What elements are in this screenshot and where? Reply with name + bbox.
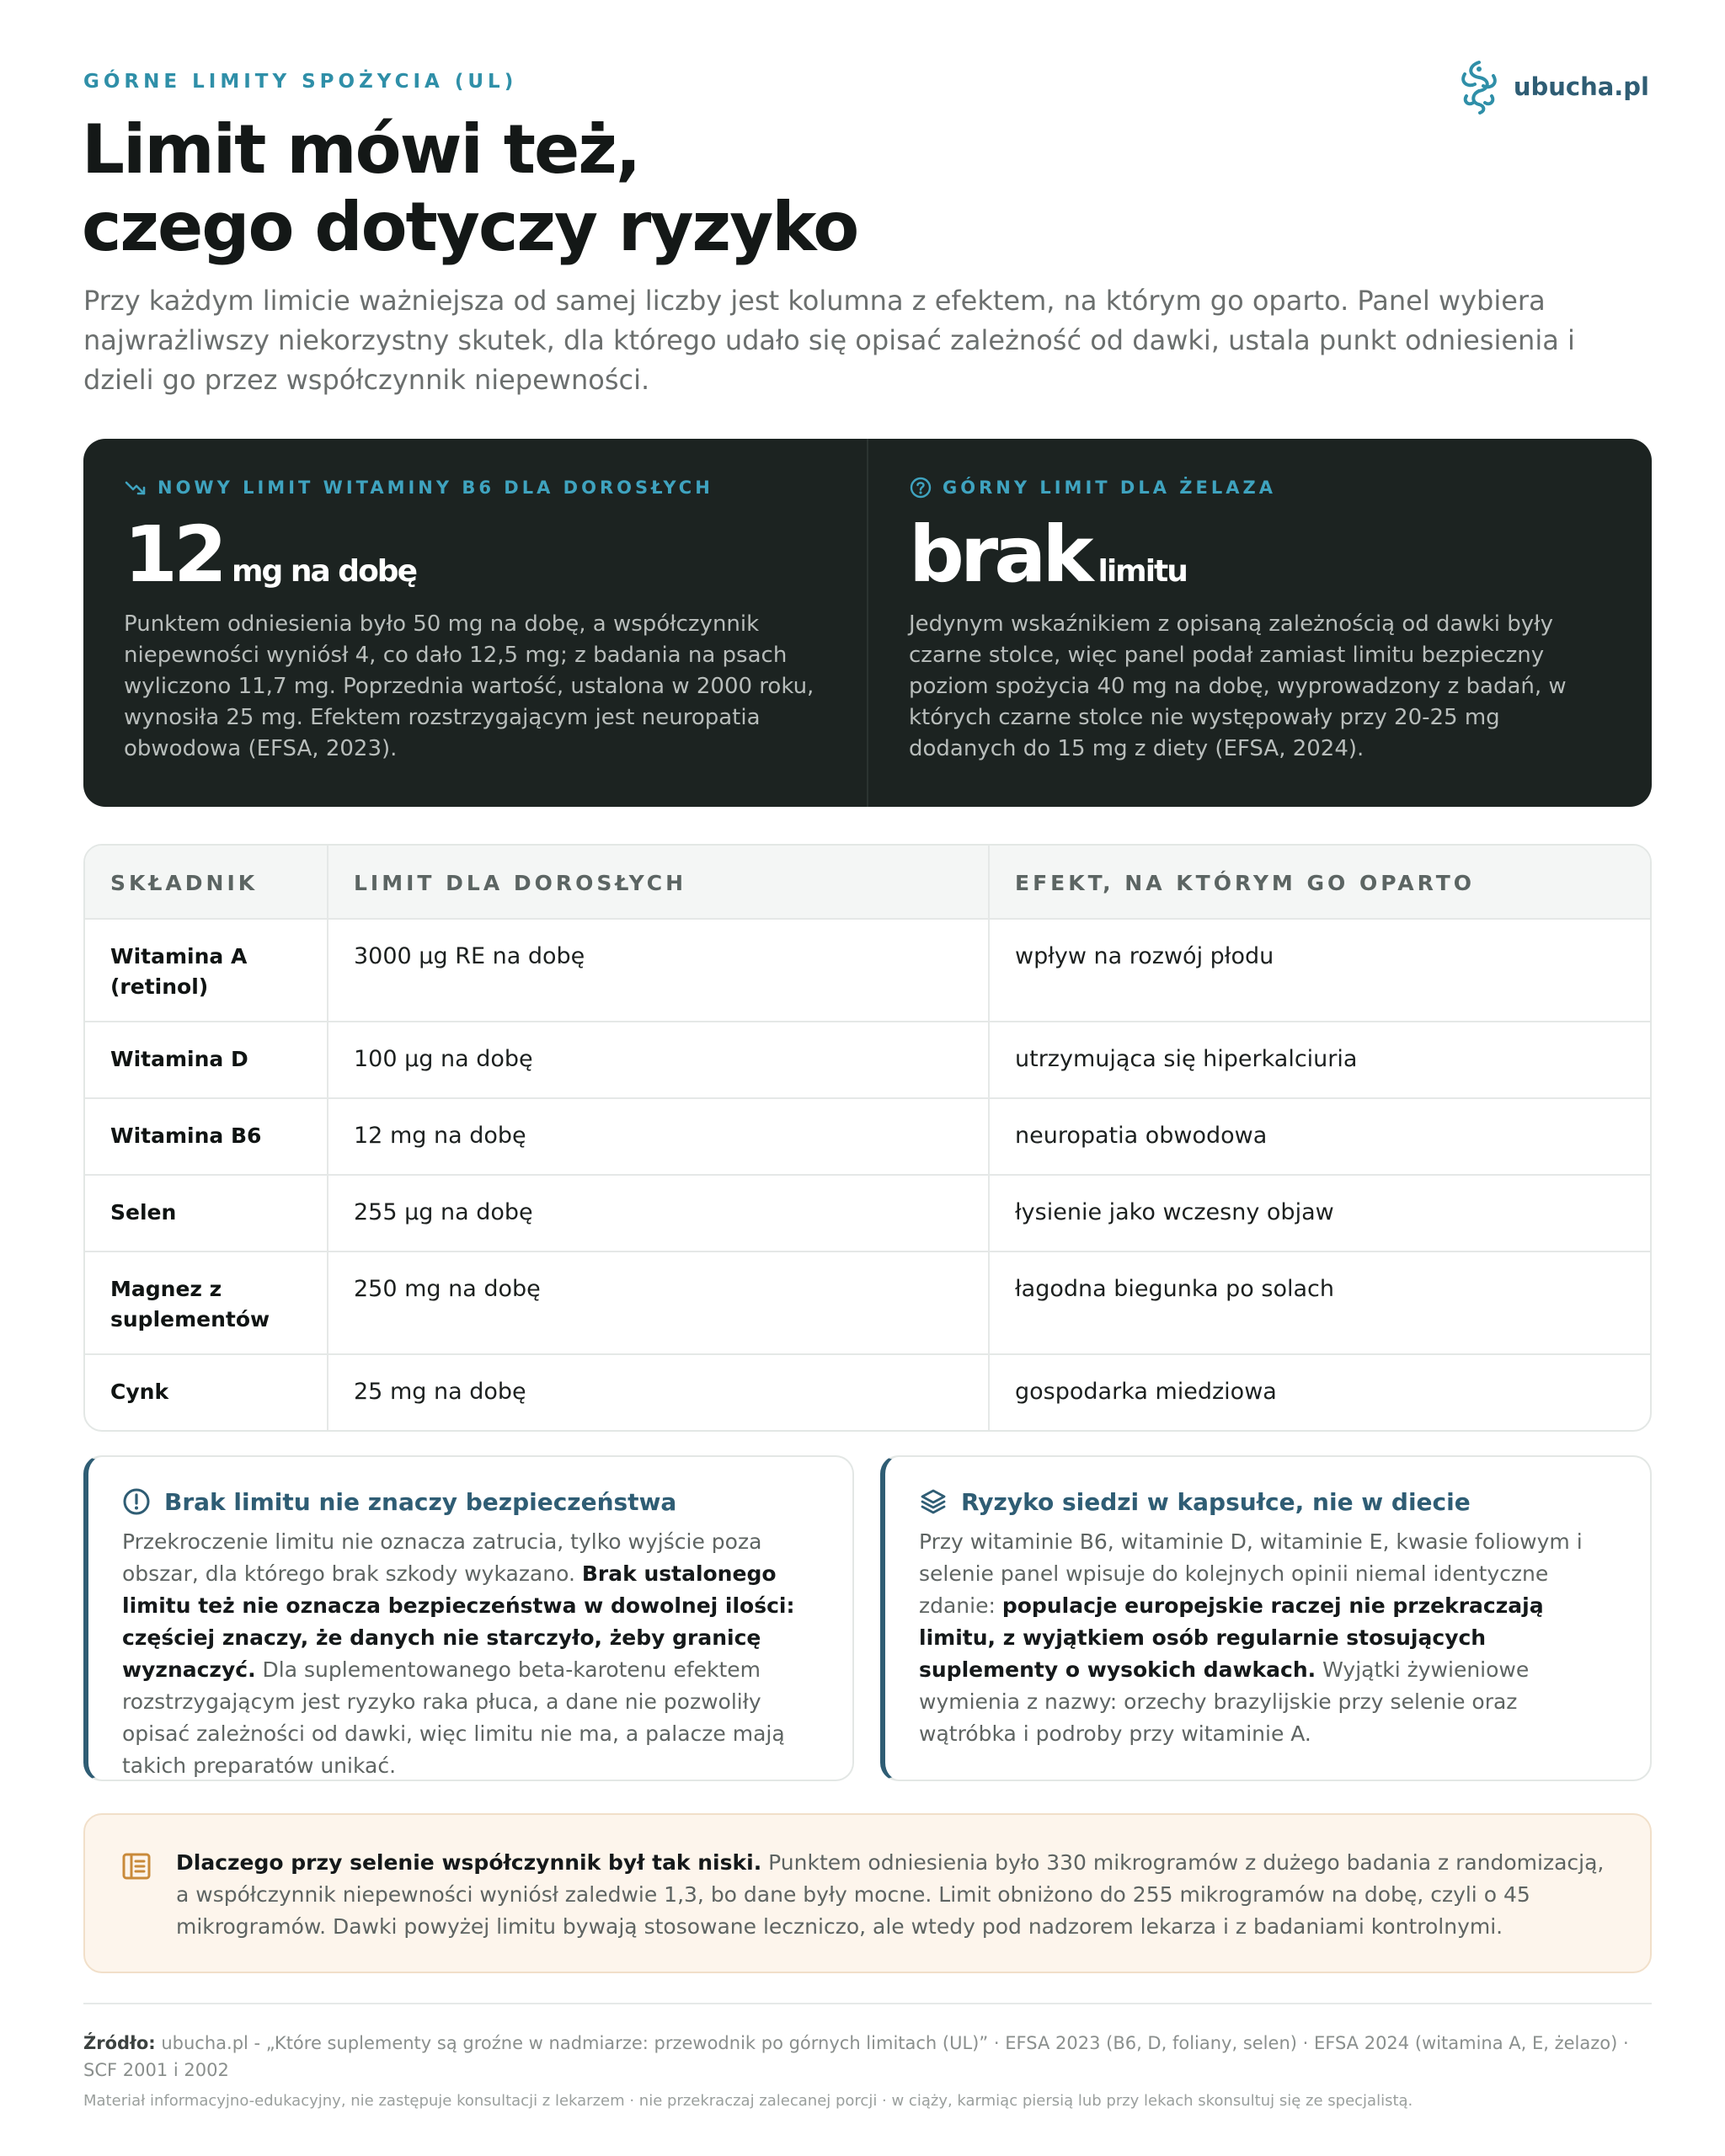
callout-no-limit-title-text: Brak limitu nie znaczy bezpieczeństwa	[164, 1487, 677, 1516]
table-cell-limit: 255 µg na dobę	[328, 1176, 990, 1251]
callout-no-limit	[83, 1455, 854, 1781]
footer-divider	[83, 2003, 1652, 2004]
table-cell-effect: łagodna biegunka po solach	[1015, 1276, 1334, 1302]
source-line	[83, 2030, 1650, 2084]
stat-iron-word: brak	[909, 510, 1090, 600]
callout-no-limit-text-bold: Brak ustalonego limitu też nie oznacza bezpieczeństwa w dowolnej ilości: częściej znaczy, że danych nie starczyło, żeby granicę wyznaczyć.	[122, 1561, 795, 1682]
table-cell-ingredient: Cynk	[85, 1355, 328, 1430]
table-row	[85, 1353, 1650, 1430]
source-label: Źródło:	[83, 2033, 156, 2053]
table-cell-limit: 250 mg na dobę	[328, 1252, 990, 1353]
table-cell-ingredient: Witamina A (retinol)	[85, 920, 328, 1021]
callout-capsule-risk-text-bold: populacje europejskie raczej nie przekraczają limitu, z wyjątkiem osób regularnie stosujących suplementy o wysokich dawkach.	[919, 1593, 1544, 1682]
stat-iron-label	[909, 476, 1611, 499]
table-header-row	[85, 846, 1650, 918]
stat-iron	[867, 439, 1652, 807]
table-cell-effect: łysienie jako wczesny objaw	[1015, 1199, 1334, 1225]
stat-iron-unit: limitu	[1097, 554, 1187, 589]
stat-b6-number: 12	[124, 510, 224, 600]
table-cell-limit: 25 mg na dobę	[328, 1355, 990, 1430]
stat-b6-label-text: NOWY LIMIT WITAMINY B6 DLA DOROSŁYCH	[158, 478, 713, 498]
callout-capsule-risk-title	[919, 1487, 1616, 1516]
table-cell-ingredient: Magnez z suplementów	[85, 1252, 328, 1353]
title-line-1: Limit mówi też,	[82, 110, 640, 189]
table-cell-limit: 3000 µg RE na dobę	[328, 920, 990, 1021]
table-cell-effect: gospodarka miedziowa	[1015, 1379, 1277, 1405]
stat-b6-description: Punktem odniesienia było 50 mg na dobę, a współczynnik niepewności wyniósł 4, co dało 12,5 mg; z badania na psach wyliczono 11,7 mg. Poprzednia wartość, ustalona w 2000 roku, wynosiła 25 mg. Efektem rozstrzygającym jest neuropatia obwodowa (EFSA, 2023).	[124, 611, 814, 761]
table-row	[85, 1251, 1650, 1353]
table-row	[85, 918, 1650, 1021]
trend-down-icon	[124, 476, 147, 499]
question-circle-icon	[909, 476, 932, 499]
selenium-note-body: Punktem odniesienia było 330 mikrogramów z dużego badania z randomizacją, a współczynnik niepewności wyniósł zaledwie 1,3, bo dane były mocne. Limit obniżono do 255 mikrogramów na dobę, czyli o 45 mikrogramów. Dawki powyżej limitu bywają stosowane leczniczo, ale wtedy pod nadzorem lekarza i z badaniami kontrolnymi.	[176, 1850, 1605, 1939]
callout-no-limit-text-1: Przekroczenie limitu nie oznacza zatrucia, tylko wyjście poza obszar, dla którego brak szkody wykazano.	[122, 1529, 762, 1586]
table-row	[85, 1174, 1650, 1251]
stat-iron-description: Jedynym wskaźnikiem z opisaną zależnością od dawki były czarne stolce, więc panel podał zamiast limitu bezpieczny poziom spożycia 40 mg na dobę, wyprowadzony z badań, w których czarne stolce nie występowały przy 20-25 mg dodanych do 15 mg z diety (EFSA, 2024).	[909, 611, 1567, 761]
table-row	[85, 1021, 1650, 1097]
source-text: ubucha.pl - „Które suplementy są groźne w nadmiarze: przewodnik po górnych limitach (UL)” · EFSA 2023 (B6, D, foliany, selen) · EFSA 2024 (witamina A, E, żelazo) · SCF 2001 i 2002	[83, 2033, 1629, 2080]
stat-iron-value	[909, 510, 1611, 600]
callout-capsule-risk-title-text: Ryzyko siedzi w kapsułce, nie w diecie	[961, 1487, 1471, 1516]
stats-panel	[83, 439, 1652, 807]
selenium-note	[83, 1813, 1652, 1973]
lead-paragraph: Przy każdym limicie ważniejsza od samej liczby jest kolumna z efektem, na którym go oparto. Panel wybiera najwrażliwszy niekorzystny skutek, dla którego udało się opisać zależność od dawki, ustala punkt odniesienia i dzieli go przez współczynnik niepewności.	[83, 285, 1575, 396]
callout-capsule-risk-body	[919, 1526, 1616, 1750]
callout-capsule-risk	[880, 1455, 1652, 1781]
table-header-ingredient: SKŁADNIK	[85, 846, 328, 918]
table-header-limit: LIMIT DLA DOROSŁYCH	[328, 846, 990, 918]
ubucha-logo-icon	[1456, 57, 1502, 116]
brand-name: ubucha.pl	[1513, 72, 1649, 101]
table-cell-effect: neuropatia obwodowa	[1015, 1123, 1268, 1149]
selenium-note-bold: Dlaczego przy selenie współczynnik był tak niski.	[176, 1850, 762, 1875]
document-icon	[120, 1850, 152, 1882]
table-cell-ingredient: Witamina B6	[85, 1099, 328, 1174]
table-header-effect: EFEKT, NA KTÓRYM GO OPARTO	[1015, 871, 1476, 895]
stat-b6-unit: mg na dobę	[232, 554, 416, 589]
eyebrow-label: GÓRNE LIMITY SPOŻYCIA (UL)	[83, 71, 518, 93]
limits-table	[83, 844, 1652, 1432]
selenium-note-text	[176, 1847, 1616, 1943]
callout-no-limit-body	[122, 1526, 819, 1782]
title-line-2: czego dotyczy ryzyko	[82, 188, 858, 266]
disclaimer: Materiał informacyjno-edukacyjny, nie zastępuje konsultacji z lekarzem · nie przekraczaj zalecanej porcji · w ciąży, karmiąc piersią lub przy lekach skonsultuj się ze specjalistą.	[83, 2092, 1413, 2110]
brand[interactable]	[1456, 57, 1649, 116]
callout-capsule-risk-text-2: Wyjątki żywieniowe wymienia z nazwy: orzechy brazylijskie przy selenie oraz wątróbka i podroby przy witaminie A.	[919, 1657, 1530, 1746]
callout-capsule-risk-text-1: Przy witaminie B6, witaminie D, witaminie E, kwasie foliowym i selenie panel wpisuje do kolejnych opinii niemal identyczne zdanie:	[919, 1529, 1583, 1618]
page-title	[82, 111, 857, 266]
table-cell-limit: 12 mg na dobę	[328, 1099, 990, 1174]
table-row	[85, 1097, 1650, 1174]
alert-circle-icon	[122, 1487, 151, 1516]
stat-iron-label-text: GÓRNY LIMIT DLA ŻELAZA	[943, 478, 1276, 498]
table-cell-ingredient: Witamina D	[85, 1022, 328, 1097]
table-cell-limit: 100 µg na dobę	[328, 1022, 990, 1097]
callout-no-limit-title	[122, 1487, 819, 1516]
callout-no-limit-text-2: Dla suplementowanego beta-karotenu efektem rozstrzygającym jest ryzyko raka płuca, a dane nie pozwoliły opisać zależności od dawki, więc limitu nie ma, a palacze mają takich preparatów unikać.	[122, 1657, 785, 1778]
table-cell-effect: utrzymująca się hiperkalciuria	[1015, 1046, 1358, 1072]
layers-icon	[919, 1487, 948, 1516]
stat-b6-value	[124, 510, 826, 600]
stat-b6-label	[124, 476, 826, 499]
stat-b6	[83, 439, 867, 807]
table-cell-effect: wpływ na rozwój płodu	[1015, 943, 1274, 969]
table-cell-ingredient: Selen	[85, 1176, 328, 1251]
